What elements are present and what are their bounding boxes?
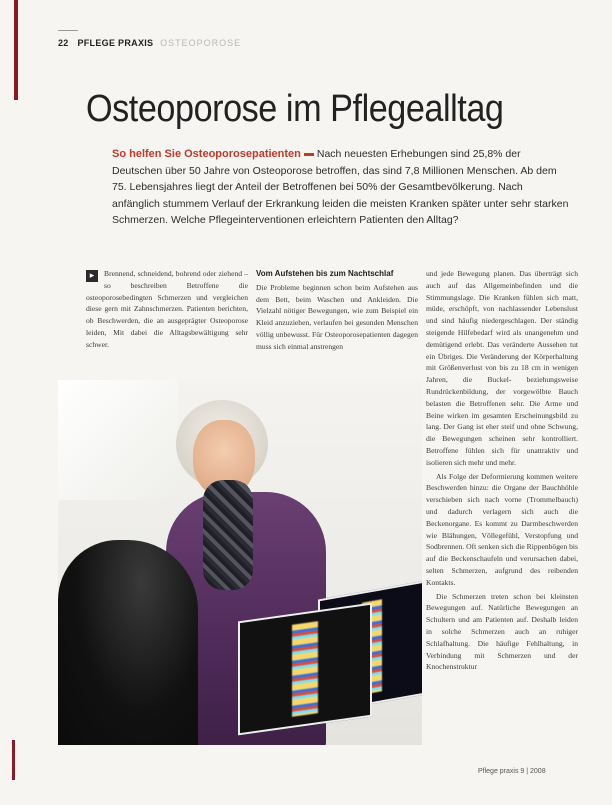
photo-background-window xyxy=(58,380,178,500)
article-title: Osteoporose im Pflegealltag xyxy=(86,88,504,130)
xray-spine-image xyxy=(292,621,318,717)
column-1-text: Brennend, schneidend, bohrend oder ziehend – so beschreiben Betroffene die osteoporosebedingten Schmerzen und vergleichen diese gern mit Zahnschmerzen. Patienten berichten, ob Beschwerden, die an ausgeprägter Osteoporose leiden, Mit dabei die Alltagsbewältigung sehr schwer. xyxy=(86,269,248,349)
running-header xyxy=(58,38,241,48)
column-2-text: Die Probleme beginnen schon beim Aufstehen aus dem Bett, beim Waschen und Ankleiden. Die Vielzahl nötiger Bewegungen, wie zum Beispiel ein Kleid anzuziehen, verlaufen bei gesunden Menschen völlig unbewusst. Für Osteoporosepatienten dagegen muss sich einmal anstrengen xyxy=(256,282,418,351)
lead-text: Nach neuesten Erhebungen sind 25,8% der Deutschen über 50 Jahre von Osteoporose betroffen, das sind 7,8 Millionen Menschen. Ab dem 75. Lebensjahres liegt der Anteil der Betroffenen bei 50% der Gesamtbevölkerung. Nach anfänglich stummem Verlauf der Erkrankung leiden die meisten Kranken später unter sehr starken Schmerzen. Welche Pflegeinterventionen erleichtern Patienten den Alltag? xyxy=(112,148,569,226)
column-3-paragraph-3: Die Schmerzen treten schon bei kleinsten Bewegungen auf. Natürliche Bewegungen an Schultern und am Patienten auf. Deshalb leiden in solche Schmerzen auch an ruhiger Schlafhaltung. Die häufige Fehlhaltung, in Verbindung mit Schmerzen und der Knochenstruktur xyxy=(426,591,578,672)
header-rule xyxy=(58,30,78,31)
subsection-label: OSTEOPOROSE xyxy=(160,38,242,48)
page-number: 22 xyxy=(58,38,69,48)
photo-xray-front xyxy=(238,603,372,736)
kicker-dash xyxy=(304,153,314,156)
article-lead xyxy=(112,146,572,229)
column-2 xyxy=(256,268,418,355)
binding-mark xyxy=(14,0,18,100)
binding-mark-lower xyxy=(12,740,15,780)
column-3-paragraph-2: Als Folge der Deformierung kommen weitere Beschwerden hinzu: die Organe der Bauchhöhle verschieben sich nach vorne (Trommelbauch) und dadurch verlagern sich auch die Beckenorgane. Es kommt zu Darmbeschwerden wie Blähungen, Völlegefühl, Verstopfung und Sodbrennen. Oft senken sich die Rippenbögen bis auf die Beckenschaufeln und verursachen dabei, selten Schmerzen, aufgrund des reibenden Kontakts. xyxy=(426,471,578,587)
article-photo xyxy=(58,380,422,745)
column-3-paragraph-1: und jede Bewegung planen. Das überträgt sich auch auf das Allgemeinbefinden und die Stimmungslage. Die Kranken fühlen sich matt, müde, erschöpft, von nachlassender Lebenslust und sind häufig niedergeschlagen. Der ständig steigende Hilfebedarf wird als unangenehm und demütigend erlebt. Das veränderte Aussehen tut ein Übriges. Die Veränderung der Körperhaltung mit Größenverlust von bis zu 18 cm in wenigen Jahren, die Buckel- beziehungsweise Rundrückenbildung, der vorgewölbte Bauch belasten die Betroffenen sehr. Die Arme und Beine wirken im gesamten Erscheinungsbild zu lang. Der Gang ist eher steif und ohne Schwung, die Bewegungen scheinen sehr kontrolliert. Betroffene fühlen sich für unattraktiv und isolieren sich mehr und mehr. xyxy=(426,269,578,467)
column-3 xyxy=(426,268,578,675)
photo-scarf xyxy=(203,480,253,590)
lead-kicker: So helfen Sie Osteoporosepatienten xyxy=(112,148,301,160)
column-2-heading: Vom Aufstehen bis zum Nachtschlaf xyxy=(256,269,394,278)
section-label: PFLEGE PRAXIS xyxy=(77,38,154,48)
arrow-right-icon: ▸ xyxy=(86,270,98,282)
page-footer: Pflege praxis 9 | 2008 xyxy=(478,768,546,775)
column-1 xyxy=(86,268,248,353)
photo-doctor-silhouette xyxy=(58,540,198,745)
